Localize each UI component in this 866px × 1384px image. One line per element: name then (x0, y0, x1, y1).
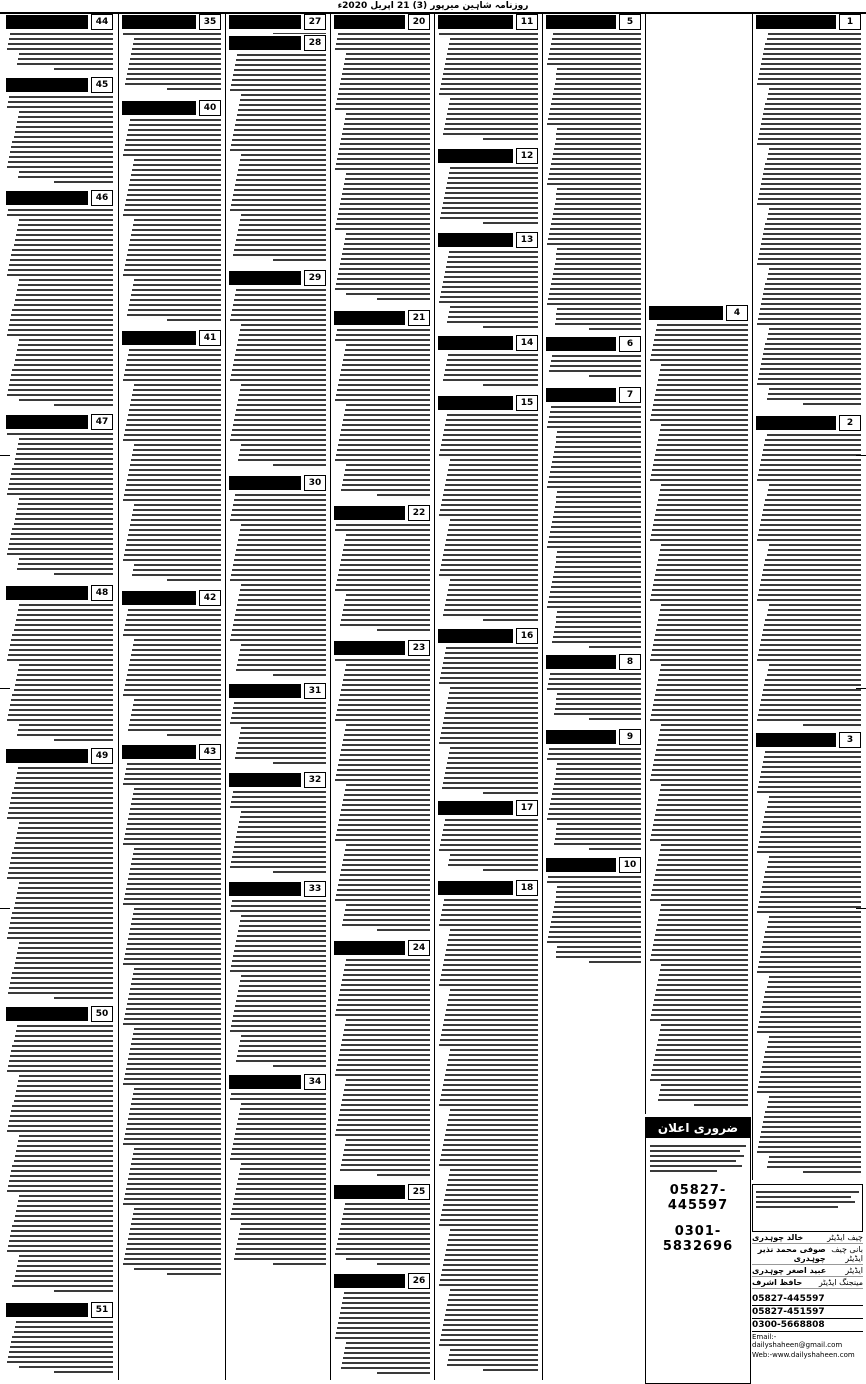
story-header (438, 232, 538, 248)
story-text-lines (438, 819, 538, 871)
masthead (0, 0, 866, 14)
news-story (334, 1273, 430, 1378)
headline-bar (756, 416, 836, 430)
story-text-lines (546, 355, 641, 377)
story-header (6, 1006, 113, 1022)
story-header (756, 732, 861, 748)
column-2 (645, 14, 751, 1114)
story-text-lines (229, 54, 326, 261)
headline-bar (6, 191, 88, 205)
story-text-lines (756, 434, 861, 726)
story-text-lines (334, 329, 430, 496)
story-header (438, 148, 538, 164)
headline-bar (122, 101, 196, 115)
story-number: 18 (516, 880, 538, 896)
news-story (6, 1302, 113, 1378)
news-story (6, 585, 113, 746)
story-number: 50 (91, 1006, 113, 1022)
headline-bar (229, 476, 301, 490)
founder-row (752, 1244, 863, 1265)
story-number: 9 (619, 729, 641, 745)
headline-bar (334, 941, 405, 955)
story-header (334, 1184, 430, 1200)
story-text-lines (546, 876, 641, 963)
story-text-lines (229, 900, 326, 1067)
column-3 (542, 14, 644, 1380)
story-text-lines (438, 354, 538, 386)
story-number: 44 (91, 14, 113, 30)
story-header (438, 628, 538, 644)
news-story (6, 190, 113, 412)
story-text-lines (756, 33, 861, 405)
news-story (438, 335, 538, 393)
headline-bar (122, 745, 196, 759)
masthead-dateline: روزنامہ شاہین میرپور (3) 21 اپریل 2020ء (337, 1, 529, 11)
news-story (334, 940, 430, 1182)
news-story (229, 1074, 326, 1270)
story-header (229, 35, 326, 51)
story-text-lines (438, 167, 538, 224)
headline-bar (438, 881, 513, 895)
story-number: 21 (408, 310, 430, 326)
headline-bar (546, 858, 616, 872)
editor-label: ایڈیٹر (845, 1266, 863, 1275)
story-header (334, 940, 430, 956)
headline-bar (229, 773, 301, 787)
headline-bar (6, 1303, 88, 1317)
story-number: 49 (91, 748, 113, 764)
story-text-lines (6, 1025, 113, 1292)
headline-bar (334, 1185, 405, 1199)
story-header (334, 640, 430, 656)
story-number: 31 (304, 683, 326, 699)
crop-mark (0, 455, 10, 456)
story-number: 43 (199, 744, 221, 760)
story-text-lines (546, 748, 641, 850)
story-number: 6 (619, 336, 641, 352)
story-header (438, 395, 538, 411)
headline-bar (229, 1075, 301, 1089)
story-text-lines (122, 349, 221, 581)
headline-bar (438, 396, 513, 410)
headline-bar (438, 233, 513, 247)
story-number: 22 (408, 505, 430, 521)
story-header (229, 475, 326, 491)
headline-bar (334, 311, 405, 325)
news-story (122, 100, 221, 328)
story-header (438, 880, 538, 896)
story-header (6, 1302, 113, 1318)
headline-bar (334, 506, 405, 520)
headline-bar (229, 882, 301, 896)
headline-bar (649, 306, 723, 320)
story-header (756, 415, 861, 431)
story-number: 17 (516, 800, 538, 816)
news-story (229, 35, 326, 268)
story-number: 8 (619, 654, 641, 670)
story-text-lines (438, 33, 538, 140)
news-story (229, 772, 326, 879)
chief-editor-row (752, 1232, 863, 1244)
story-number: 25 (408, 1184, 430, 1200)
news-story (546, 654, 641, 727)
news-story (122, 14, 221, 98)
story-text-lines (334, 659, 430, 931)
story-number: 14 (516, 335, 538, 351)
story-number: 29 (304, 270, 326, 286)
headline-bar (229, 271, 301, 285)
story-number: 35 (199, 14, 221, 30)
story-header (546, 14, 641, 30)
story-header (546, 654, 641, 670)
headline-bar (334, 641, 405, 655)
news-story (334, 14, 430, 308)
story-text-lines (756, 751, 861, 1173)
crop-mark (0, 908, 10, 909)
news-story (229, 270, 326, 473)
story-header (546, 387, 641, 403)
story-text-lines (334, 1203, 430, 1265)
story-text-lines (122, 33, 221, 90)
story-header (229, 772, 326, 788)
story-header (6, 190, 113, 206)
story-number: 51 (91, 1302, 113, 1318)
headline-bar (122, 591, 196, 605)
chief-editor-name: خالد چوہدری (752, 1233, 804, 1242)
urgent-notice-ad (645, 1117, 751, 1384)
news-story (438, 628, 538, 798)
address-box (752, 1184, 863, 1232)
story-number: 3 (839, 732, 861, 748)
headline-bar (229, 684, 301, 698)
crop-mark (856, 908, 866, 909)
headline-bar (438, 336, 513, 350)
headline-bar (334, 15, 405, 29)
story-number: 26 (408, 1273, 430, 1289)
column-6 (225, 14, 329, 1380)
story-text-lines (334, 33, 430, 300)
editor-name: عبید اصغر چوہدری (752, 1266, 827, 1275)
story-text-lines (6, 33, 113, 70)
story-header (438, 335, 538, 351)
news-story (334, 1184, 430, 1271)
story-header (229, 1074, 326, 1090)
story-header (334, 310, 430, 326)
story-header (122, 330, 221, 346)
headline-bar (122, 15, 196, 29)
ad-phone-2: 0301-5832696 (662, 1224, 734, 1254)
story-text-lines (122, 609, 221, 736)
story-number: 33 (304, 881, 326, 897)
story-header (6, 77, 113, 93)
news-story (438, 148, 538, 230)
headline-bar (546, 655, 616, 669)
story-number: 45 (91, 77, 113, 93)
news-story (6, 1006, 113, 1300)
story-header (122, 744, 221, 760)
story-number: 5 (619, 14, 641, 30)
news-story (546, 387, 641, 652)
story-text-lines (6, 604, 113, 741)
news-story (229, 683, 326, 770)
news-story (546, 857, 641, 971)
story-number: 32 (304, 772, 326, 788)
website: Web:-www.dailyshaheen.com (752, 1351, 855, 1359)
story-header (6, 14, 113, 30)
ad-text-lines (650, 1145, 746, 1172)
story-header (229, 881, 326, 897)
story-header (6, 585, 113, 601)
staff-info-box (752, 1184, 863, 1382)
column-4 (434, 14, 541, 1380)
story-number: 30 (304, 475, 326, 491)
phone-list (752, 1293, 863, 1332)
story-text-lines (546, 406, 641, 648)
story-text-lines (229, 289, 326, 466)
news-story (334, 505, 430, 638)
story-number: 1 (839, 14, 861, 30)
headline-bar (546, 337, 616, 351)
story-text-lines (649, 324, 748, 1106)
story-text-lines (122, 763, 221, 1275)
story-number: 46 (91, 190, 113, 206)
story-header (229, 270, 326, 286)
headline-bar (334, 1274, 405, 1288)
headline-bar (438, 149, 513, 163)
headline-bar (6, 15, 88, 29)
news-story (756, 415, 861, 730)
story-header (122, 100, 221, 116)
news-story (546, 336, 641, 385)
story-text-lines (334, 1292, 430, 1374)
story-header (546, 729, 641, 745)
headline-bar (546, 15, 616, 29)
ad-body (646, 1138, 750, 1258)
story-text-lines (122, 119, 221, 321)
headline-bar (756, 733, 836, 747)
story-number: 4 (726, 305, 748, 321)
story-number: 42 (199, 590, 221, 606)
headline-bar (756, 15, 836, 29)
story-number: 23 (408, 640, 430, 656)
headline-bar (6, 78, 88, 92)
story-number: 34 (304, 1074, 326, 1090)
headline-bar (6, 749, 88, 763)
story-text-lines (438, 647, 538, 794)
email: Email:-dailyshaheen@gmail.com (752, 1333, 843, 1349)
story-number: 10 (619, 857, 641, 873)
ad-phone-1: 05827-445597 (667, 1183, 729, 1213)
story-text-lines (334, 524, 430, 631)
crop-mark (0, 688, 10, 689)
story-number: 15 (516, 395, 538, 411)
story-number: 40 (199, 100, 221, 116)
headline-bar (438, 15, 513, 29)
story-number: 48 (91, 585, 113, 601)
headline-bar (546, 730, 616, 744)
headline-bar (6, 586, 88, 600)
story-text-lines (546, 673, 641, 720)
story-number: 12 (516, 148, 538, 164)
story-text-lines (229, 494, 326, 676)
headline-bar (438, 629, 513, 643)
story-text-lines (229, 1093, 326, 1265)
news-story (756, 14, 861, 413)
story-header (546, 857, 641, 873)
column-8 (3, 14, 116, 1380)
story-text-lines (6, 209, 113, 406)
news-story (334, 310, 430, 503)
story-header (6, 748, 113, 764)
editor-row (752, 1265, 863, 1277)
story-header (334, 14, 430, 30)
story-header (6, 414, 113, 430)
story-header (334, 505, 430, 521)
story-number: 28 (304, 35, 326, 51)
story-header (546, 336, 641, 352)
story-number: 16 (516, 628, 538, 644)
news-story (6, 77, 113, 188)
story-number: 41 (199, 330, 221, 346)
news-story (334, 640, 430, 938)
news-story (546, 729, 641, 855)
managing-editor-name: حافظ اشرف (752, 1278, 803, 1287)
story-text-lines (6, 767, 113, 999)
story-header (649, 305, 748, 321)
story-text-lines (6, 1321, 113, 1373)
story-text-lines (438, 414, 538, 621)
story-header (438, 800, 538, 816)
story-number: 27 (304, 14, 326, 30)
managing-editor-row (752, 1277, 863, 1289)
news-story (438, 800, 538, 878)
headline-bar (546, 388, 616, 402)
news-story (6, 748, 113, 1004)
news-story (6, 14, 113, 75)
crop-mark (856, 688, 866, 689)
managing-editor-label: مینجنگ ایڈیٹر (818, 1278, 863, 1287)
phone-2: 05827-451597 (752, 1306, 863, 1319)
news-story (122, 590, 221, 742)
headline-bar (229, 15, 301, 29)
phone-1: 05827-445597 (752, 1293, 863, 1306)
story-header (756, 14, 861, 30)
news-story (438, 395, 538, 626)
headline-bar (438, 801, 513, 815)
news-story (229, 475, 326, 681)
founder-name: صوفی محمد نذیر چوہدری (757, 1245, 826, 1263)
story-text-lines (229, 702, 326, 764)
phone-3: 0300-5668808 (752, 1319, 863, 1332)
headline-bar (6, 1007, 88, 1021)
story-text-lines (438, 251, 538, 328)
crop-mark (856, 455, 866, 456)
news-story (438, 14, 538, 146)
story-text-lines (334, 959, 430, 1176)
news-story (546, 14, 641, 334)
headline-bar (229, 36, 301, 50)
story-header (334, 1273, 430, 1289)
ad-title: ضروری اعلان (646, 1118, 750, 1138)
founder-label: بانی چیف ایڈیٹر (831, 1245, 863, 1263)
story-number: 47 (91, 414, 113, 430)
column-1 (752, 14, 864, 1180)
story-header (229, 14, 326, 30)
news-story (438, 880, 538, 1378)
story-text-lines (229, 791, 326, 873)
story-number: 11 (516, 14, 538, 30)
column-7 (118, 14, 224, 1380)
news-story (229, 14, 326, 34)
news-story (6, 414, 113, 583)
story-number: 2 (839, 415, 861, 431)
news-story (229, 881, 326, 1072)
story-number: 24 (408, 940, 430, 956)
story-header (122, 14, 221, 30)
news-story (122, 330, 221, 588)
news-story (438, 232, 538, 333)
story-text-lines (6, 96, 113, 183)
news-story (122, 744, 221, 1282)
story-number: 20 (408, 14, 430, 30)
story-text-lines (546, 33, 641, 330)
story-number: 13 (516, 232, 538, 248)
column-5 (330, 14, 433, 1380)
story-text-lines (6, 433, 113, 575)
story-header (229, 683, 326, 699)
story-header (122, 590, 221, 606)
story-text-lines (438, 899, 538, 1371)
chief-editor-label: چیف ایڈیٹر (827, 1233, 863, 1242)
news-story (756, 732, 861, 1178)
story-header (438, 14, 538, 30)
story-number: 7 (619, 387, 641, 403)
story-text-lines (229, 33, 326, 34)
headline-bar (122, 331, 196, 345)
news-story (649, 305, 748, 1112)
headline-bar (6, 415, 88, 429)
